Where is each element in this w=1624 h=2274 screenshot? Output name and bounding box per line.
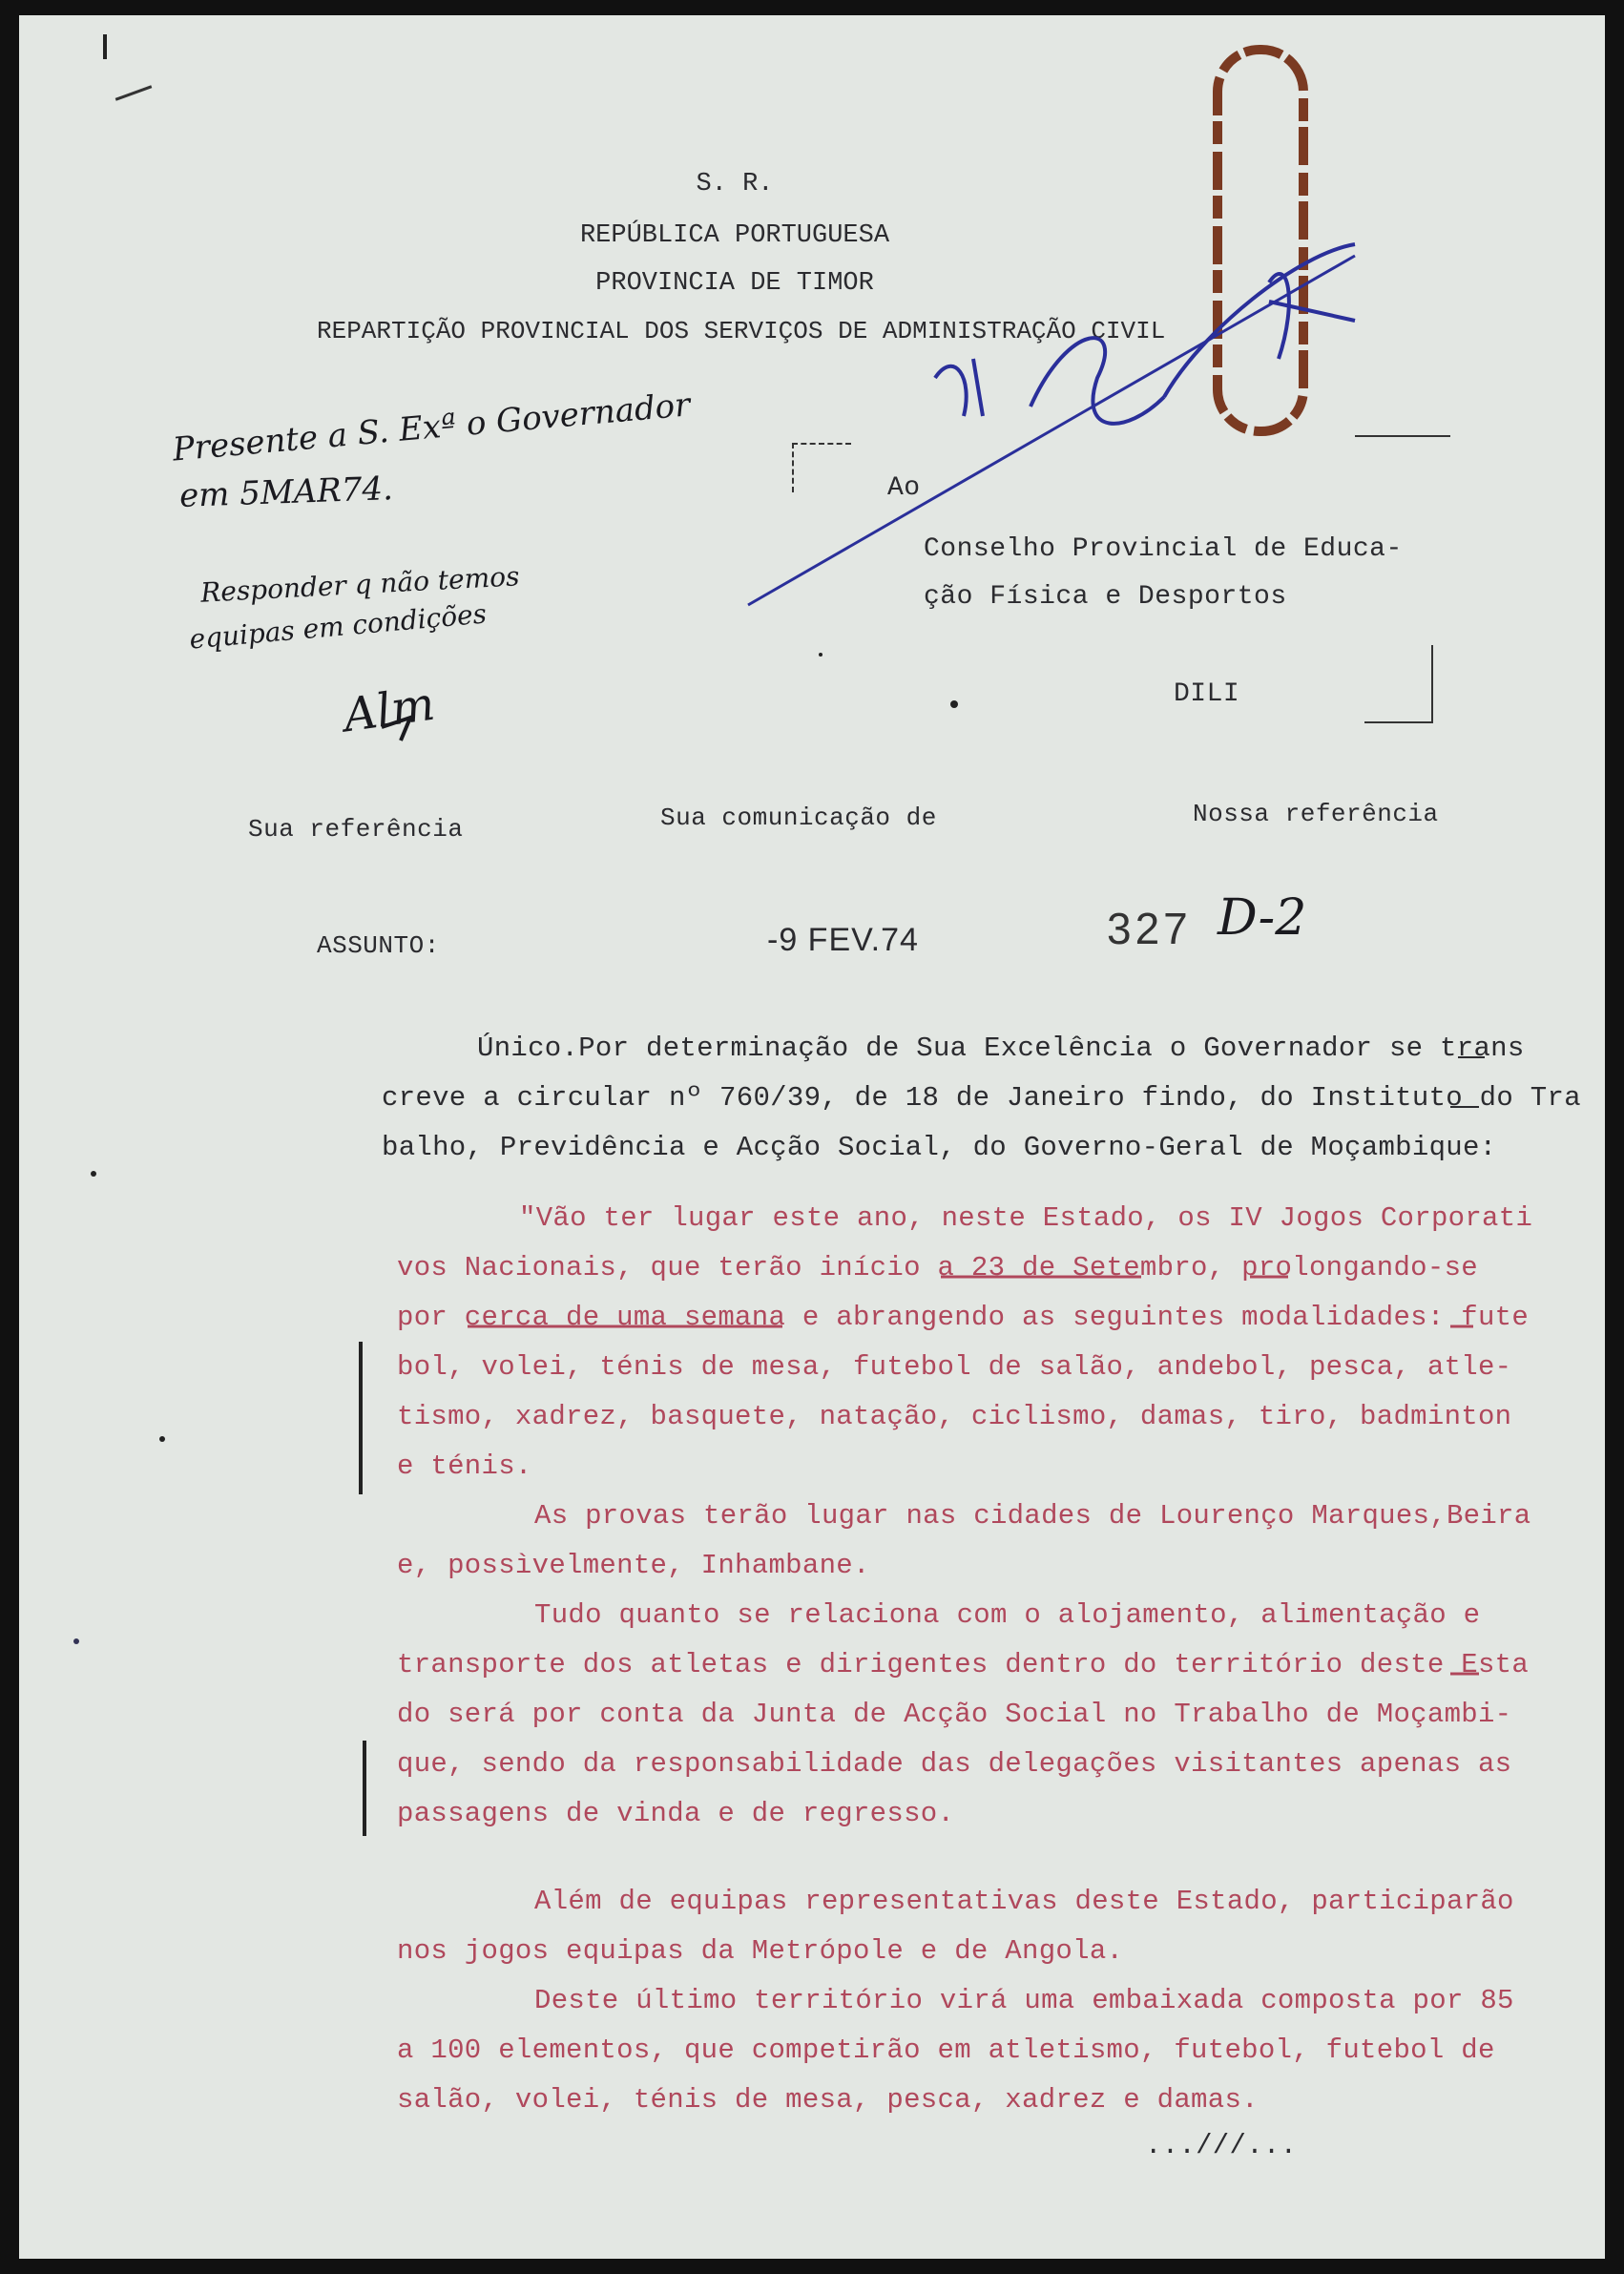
quote-line: vos Nacionais, que terão início a 23 de Setembro, prolongando-se [397,1252,1478,1283]
quote-line: salão, volei, ténis de mesa, pesca, xadrez e damas. [397,2084,1259,2116]
quote-line: "Vão ter lugar este ano, neste Estado, os IV Jogos Corporati [519,1202,1533,1234]
addressee-line-1: Conselho Provincial de Educa- [924,534,1403,564]
addressee-city: DILI [1174,679,1240,709]
brown-stamp-mark [1218,50,1303,431]
handwritten-note-presented: Presente a S. Exª o Governador [171,386,692,469]
quote-line: nos jogos equipas da Metrópole e de Angola. [397,1935,1124,1967]
handwritten-note-date: em 5MAR74. [178,469,394,515]
addressee-line-2: ção Física e Desportos [924,582,1287,612]
header-republica: REPÚBLICA PORTUGUESA [579,221,890,250]
quote-line: passagens de vinda e de regresso. [397,1798,955,1829]
quote-line: que, sendo da responsabilidade das delegações visitantes apenas as [397,1748,1512,1780]
quote-line: bol, volei, ténis de mesa, futebol de salão, andebol, pesca, atle- [397,1351,1512,1383]
paper-speckle [159,1436,165,1442]
addressee-label: Ao [887,473,921,503]
quote-line: tismo, xadrez, basquete, natação, ciclismo, damas, tiro, badminton [397,1401,1512,1432]
handwritten-note-reply-2: equipas em condições [188,597,489,656]
reference-number-handwritten: D-2 [1218,889,1307,947]
quote-line: As provas terão lugar nas cidades de Lourenço Marques,Beira [534,1500,1531,1532]
header-provincia: PROVINCIA DE TIMOR [595,269,874,298]
quote-line: por cerca de uma semana e abrangendo as seguintes modalidades: fute [397,1302,1530,1333]
date-stamp: -9 FEV.74 [767,922,919,958]
paper-speckle [950,700,958,708]
handwritten-note-reply: Responder q não temos [199,560,521,609]
document-page [19,15,1605,2259]
continuation-mark: ...///... [1145,2130,1298,2161]
quote-line: Tudo quanto se relaciona com o alojamento, alimentação e [534,1599,1481,1631]
header-sr: S. R. [696,170,774,198]
quote-line: transporte dos atletas e dirigentes dentro do território deste Esta [397,1649,1530,1680]
paper-speckle [819,653,822,657]
paper-speckle [91,1171,96,1177]
quote-line: e ténis. [397,1450,532,1482]
blue-ink-scrawl [935,244,1355,424]
intro-line: creve a circular nº 760/39, de 18 de Janeiro findo, do Instituto do Tra [382,1082,1581,1114]
header-reparticao: REPARTIÇÃO PROVINCIAL DOS SERVIÇOS DE ADMINISTRAÇÃO CIVIL [317,317,1166,345]
handwritten-signature: Alm [340,677,438,743]
quote-line: e, possìvelmente, Inhambane. [397,1550,870,1581]
blue-ink-scrawl [1269,274,1355,359]
reference-number-stamp: 327 [1107,904,1192,953]
quote-line: do será por conta da Junta de Acção Social no Trabalho de Moçambi- [397,1699,1512,1730]
intro-line: balho, Previdência e Acção Social, do Governo-Geral de Moçambique: [382,1132,1497,1163]
sua-referencia-label: Sua referência [248,815,464,844]
handwritten-underline [382,718,410,741]
nossa-referencia-label: Nossa referência [1193,800,1439,828]
paper-speckle [73,1638,79,1644]
quote-line: Além de equipas representativas deste Estado, participarão [534,1886,1514,1917]
intro-line: Único.Por determinação de Sua Excelência o Governador se trans [477,1033,1525,1064]
sua-comunicacao-label: Sua comunicação de [660,803,937,832]
ink-overlay [19,15,1605,2259]
quote-line: a 100 elementos, que competirão em atletismo, futebol, futebol de [397,2034,1495,2066]
assunto-label: ASSUNTO: [317,931,440,960]
quote-line: Deste último território virá uma embaixada composta por 85 [534,1985,1514,2016]
